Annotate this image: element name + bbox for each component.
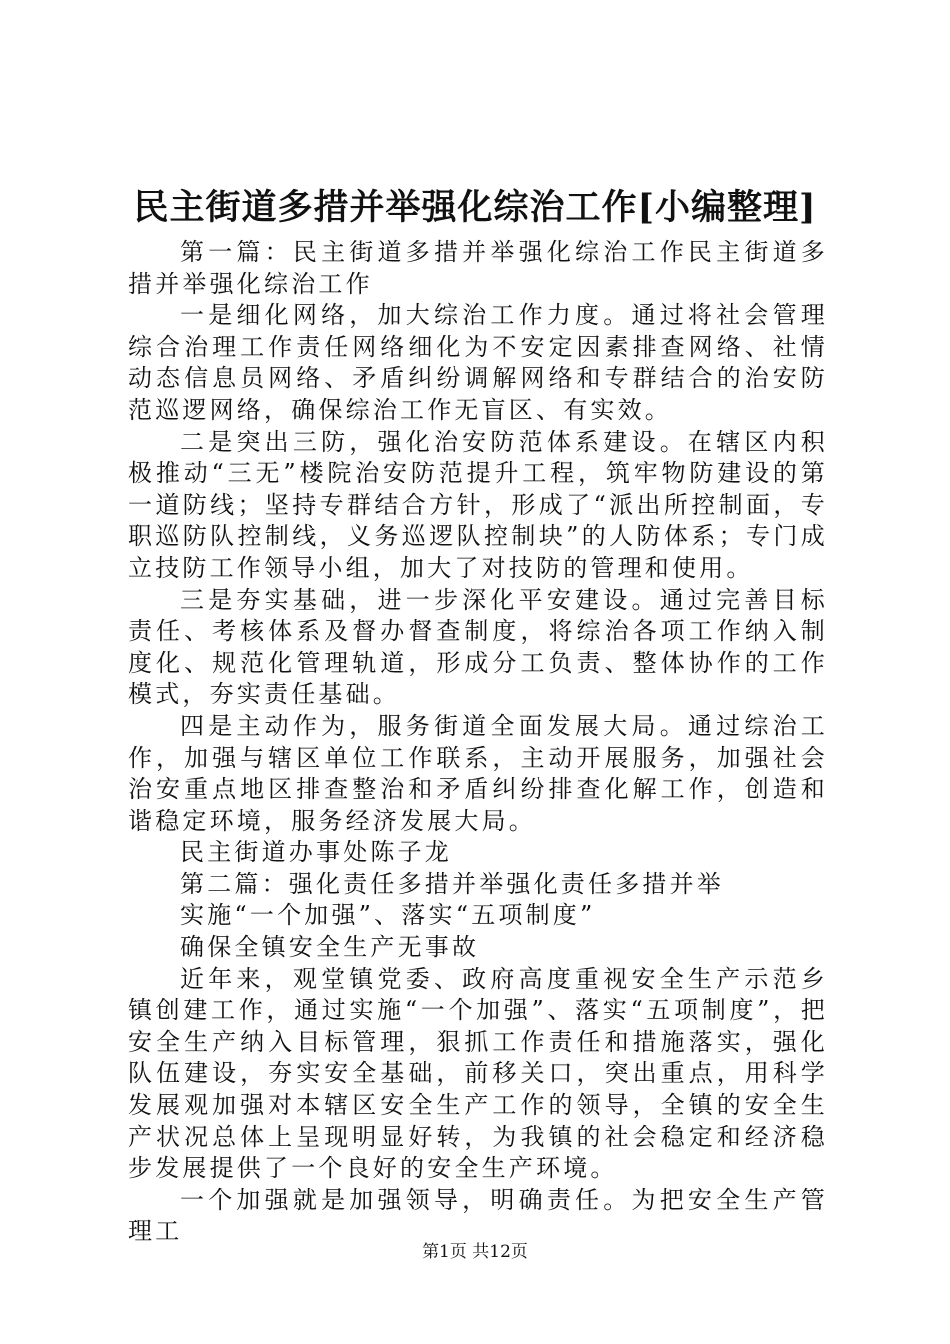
signature-line: 民主街道办事处陈子龙 xyxy=(180,838,452,867)
subheading: 实施“一个加强”、落实“五项制度” xyxy=(180,901,596,930)
paragraph: 四是主动作为，服务街道全面发展大局。通过综治工作，加强与辖区单位工作联系，主动开展服务，加强社会治安重点地区排查整治和矛盾纠纷排查化解工作，创造和谐稳定环境，服务经济发展大局。 xyxy=(128,711,828,835)
page-footer: 第1页 共12页 xyxy=(422,1242,528,1262)
paragraph-heading-2: 第二篇：强化责任多措并举强化责任多措并举 xyxy=(180,869,724,898)
paragraph: 近年来，观堂镇党委、政府高度重视安全生产示范乡镇创建工作，通过实施“一个加强”、落实“五项制度”，把安全生产纳入目标管理，狠抓工作责任和措施落实，强化队伍建设，夯实安全基础，前移关口，突出重点，用科学发展观加强对本辖区安全生产工作的领导，全镇的安全生产状况总体上呈现明显好转，为我镇的社会稳定和经济稳步发展提供了一个良好的安全生产环境。 xyxy=(128,964,828,1183)
document-body xyxy=(128,237,828,1248)
paragraph: 二是突出三防，强化治安防范体系建设。在辖区内积极推动“三无”楼院治安防范提升工程，筑牢物防建设的第一道防线；坚持专群结合方针，形成了“派出所控制面，专职巡防队控制线，义务巡逻队控制块”的人防体系；专门成立技防工作领导小组，加大了对技防的管理和使用。 xyxy=(128,427,828,582)
paragraph-heading-1: 第一篇：民主街道多措并举强化综治工作民主街道多措并举强化综治工作 xyxy=(128,238,828,298)
paragraph: 三是夯实基础，进一步深化平安建设。通过完善目标责任、考核体系及督办督查制度，将综治各项工作纳入制度化、规范化管理轨道，形成分工负责、整体协作的工作模式，夯实责任基础。 xyxy=(128,585,828,709)
paragraph: 一个加强就是加强领导，明确责任。为把安全生产管理工 xyxy=(128,1185,828,1246)
paragraph: 一是细化网络，加大综治工作力度。通过将社会管理综合治理工作责任网络细化为不安定因素排查网络、社情动态信息员网络、矛盾纠纷调解网络和专群结合的治安防范巡逻网络，确保综治工作无盲区、有实效。 xyxy=(128,301,828,424)
subheading: 确保全镇安全生产无事故 xyxy=(180,933,480,962)
document-title: 民主街道多措并举强化综治工作[小编整理] xyxy=(133,187,817,228)
